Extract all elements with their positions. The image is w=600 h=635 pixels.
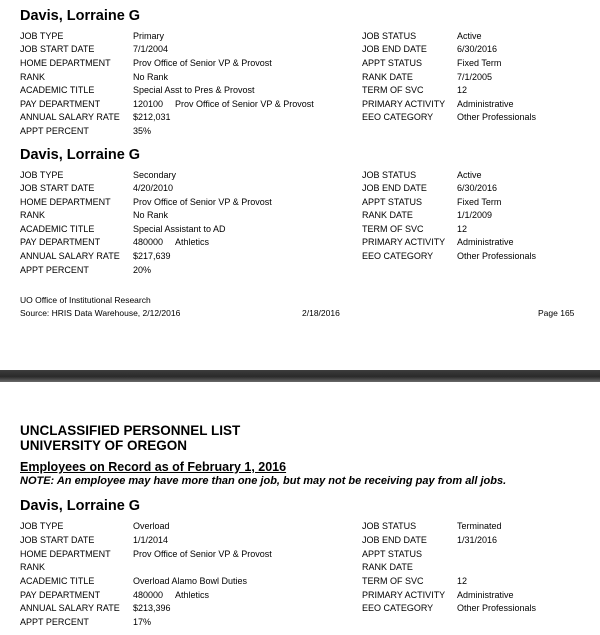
appt-percent-label: APPT PERCENT (20, 126, 89, 136)
term-of-svc-value: 12 (457, 576, 468, 586)
annual-salary-rate-value: $217,639 (133, 251, 171, 261)
primary-activity-label: PRIMARY ACTIVITY (362, 237, 446, 247)
academic-title-label: ACADEMIC TITLE (20, 224, 95, 234)
footer-source: Source: HRIS Data Warehouse, 2/12/2016 (20, 308, 181, 318)
report-note: NOTE: An employee may have more than one job, but may not be receiving pay from all jobs. (20, 475, 507, 487)
appt-status-label: APPT STATUS (362, 197, 423, 207)
pay-department-code: 480000 (133, 237, 164, 247)
footer-page-number: Page 165 (538, 308, 575, 318)
pay-department-value (133, 589, 209, 601)
term-of-svc-label: TERM OF SVC (362, 576, 424, 586)
home-department-value: Prov Office of Senior VP & Provost (133, 197, 272, 207)
pay-department-code: 480000 (133, 590, 164, 600)
job-start-date-label: JOB START DATE (20, 183, 95, 193)
employee-name: Davis, Lorraine G (20, 147, 141, 163)
rank-value: No Rank (133, 72, 169, 82)
job-start-date-value: 1/1/2014 (133, 535, 169, 545)
annual-salary-rate-value: $212,031 (133, 112, 171, 122)
academic-title-value: Special Asst to Pres & Provost (133, 85, 255, 95)
report-title: UNCLASSIFIED PERSONNEL LIST (20, 423, 241, 438)
pay-department-name: Prov Office of Senior VP & Provost (175, 99, 314, 109)
term-of-svc-label: TERM OF SVC (362, 224, 424, 234)
home-department-label: HOME DEPARTMENT (20, 58, 111, 68)
academic-title-label: ACADEMIC TITLE (20, 576, 95, 586)
job-start-date-value: 4/20/2010 (133, 183, 174, 193)
annual-salary-rate-label: ANNUAL SALARY RATE (20, 603, 120, 613)
job-status-value: Active (457, 170, 482, 180)
job-type-label: JOB TYPE (20, 521, 64, 531)
rank-date-value: 7/1/2005 (457, 72, 493, 82)
employee-name: Davis, Lorraine G (20, 8, 141, 24)
annual-salary-rate-value: $213,396 (133, 603, 171, 613)
eeo-category-value: Other Professionals (457, 603, 537, 613)
annual-salary-rate-label: ANNUAL SALARY RATE (20, 251, 120, 261)
employees-on-record-heading: Employees on Record as of February 1, 2016 (20, 460, 287, 474)
appt-status-label: APPT STATUS (362, 549, 423, 559)
job-type-value: Overload (133, 521, 170, 531)
footer-office: UO Office of Institutional Research (20, 295, 151, 305)
term-of-svc-value: 12 (457, 85, 468, 95)
job-status-label: JOB STATUS (362, 170, 417, 180)
primary-activity-value: Administrative (457, 590, 514, 600)
term-of-svc-value: 12 (457, 224, 468, 234)
pay-department-name: Athletics (175, 237, 210, 247)
rank-date-label: RANK DATE (362, 72, 413, 82)
rank-label: RANK (20, 72, 46, 82)
home-department-value: Prov Office of Senior VP & Provost (133, 58, 272, 68)
job-end-date-label: JOB END DATE (362, 44, 427, 54)
academic-title-label: ACADEMIC TITLE (20, 85, 95, 95)
pay-department-value (133, 98, 314, 110)
job-status-label: JOB STATUS (362, 521, 417, 531)
job-start-date-label: JOB START DATE (20, 535, 95, 545)
employee-name: Davis, Lorraine G (20, 498, 141, 514)
eeo-category-label: EEO CATEGORY (362, 603, 434, 613)
primary-activity-label: PRIMARY ACTIVITY (362, 590, 446, 600)
appt-percent-value: 35% (133, 126, 152, 136)
appt-percent-label: APPT PERCENT (20, 265, 89, 275)
job-end-date-label: JOB END DATE (362, 183, 427, 193)
academic-title-value: Special Assistant to AD (133, 224, 226, 234)
page-break (0, 370, 600, 382)
job-type-value: Secondary (133, 170, 177, 180)
pay-department-label: PAY DEPARTMENT (20, 237, 101, 247)
job-end-date-value: 1/31/2016 (457, 535, 498, 545)
eeo-category-value: Other Professionals (457, 112, 537, 122)
rank-date-label: RANK DATE (362, 210, 413, 220)
rank-label: RANK (20, 210, 46, 220)
appt-percent-label: APPT PERCENT (20, 617, 89, 627)
footer-date: 2/18/2016 (302, 308, 340, 318)
home-department-label: HOME DEPARTMENT (20, 197, 111, 207)
job-end-date-value: 6/30/2016 (457, 44, 498, 54)
term-of-svc-label: TERM OF SVC (362, 85, 424, 95)
appt-status-value: Fixed Term (457, 197, 502, 207)
job-status-label: JOB STATUS (362, 31, 417, 41)
appt-percent-value: 17% (133, 617, 152, 627)
job-type-label: JOB TYPE (20, 170, 64, 180)
job-start-date-label: JOB START DATE (20, 44, 95, 54)
rank-date-value: 1/1/2009 (457, 210, 493, 220)
job-type-label: JOB TYPE (20, 31, 64, 41)
job-end-date-label: JOB END DATE (362, 535, 427, 545)
appt-status-value: Fixed Term (457, 58, 502, 68)
rank-label: RANK (20, 562, 46, 572)
eeo-category-label: EEO CATEGORY (362, 251, 434, 261)
report-institution: UNIVERSITY OF OREGON (20, 438, 188, 453)
home-department-value: Prov Office of Senior VP & Provost (133, 549, 272, 559)
pay-department-code: 120100 (133, 99, 164, 109)
primary-activity-value: Administrative (457, 99, 514, 109)
rank-value: No Rank (133, 210, 169, 220)
eeo-category-value: Other Professionals (457, 251, 537, 261)
job-status-value: Terminated (457, 521, 502, 531)
job-end-date-value: 6/30/2016 (457, 183, 498, 193)
academic-title-value: Overload Alamo Bowl Duties (133, 576, 248, 586)
pay-department-label: PAY DEPARTMENT (20, 99, 101, 109)
eeo-category-label: EEO CATEGORY (362, 112, 434, 122)
pay-department-name: Athletics (175, 590, 210, 600)
job-start-date-value: 7/1/2004 (133, 44, 169, 54)
primary-activity-value: Administrative (457, 237, 514, 247)
pay-department-label: PAY DEPARTMENT (20, 590, 101, 600)
pay-department-value (133, 236, 209, 248)
home-department-label: HOME DEPARTMENT (20, 549, 111, 559)
appt-percent-value: 20% (133, 265, 152, 275)
job-type-value: Primary (133, 31, 164, 41)
annual-salary-rate-label: ANNUAL SALARY RATE (20, 112, 120, 122)
rank-date-label: RANK DATE (362, 562, 413, 572)
appt-status-label: APPT STATUS (362, 58, 423, 68)
primary-activity-label: PRIMARY ACTIVITY (362, 99, 446, 109)
job-status-value: Active (457, 31, 482, 41)
